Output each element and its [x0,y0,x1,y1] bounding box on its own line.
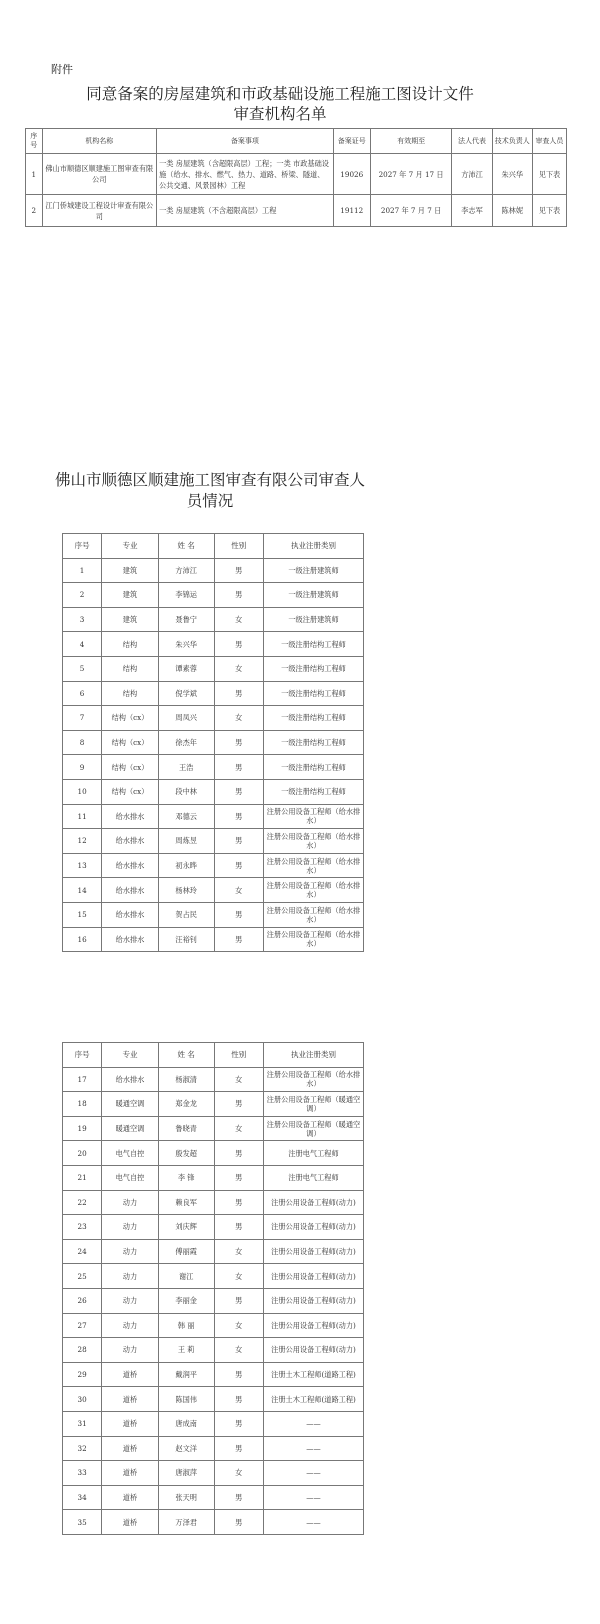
cell-name: 聂鲁宁 [158,607,214,632]
cell-name: 万泽君 [158,1510,214,1535]
cell-legal-rep: 李志军 [452,195,492,227]
table-row [63,1215,364,1240]
cell-specialty: 动力 [102,1288,159,1313]
table-row [26,195,567,227]
cell-specialty: 道桥 [102,1387,159,1412]
cell-reg-category: 注册公用设备工程师（给水排水） [263,927,363,952]
cell-gender: 男 [214,632,263,657]
cell-gender: 男 [214,1436,263,1461]
table-row [63,1264,364,1289]
table-row [63,1461,364,1486]
cell-name: 王浩 [158,755,214,780]
cell-specialty: 动力 [102,1338,159,1363]
cell-reg-category: —— [263,1510,363,1535]
cell-name: 周炼昱 [158,829,214,854]
cell-name: 段中林 [158,779,214,804]
cell-name: 方沛江 [158,558,214,583]
table-row [63,1165,364,1190]
cell-name: 殷发超 [158,1141,214,1166]
cell-name: 初永晔 [158,853,214,878]
cell-reg-category: 注册公用设备工程师（暖通空调） [263,1116,363,1141]
table-row [63,804,364,829]
cell-reg-category: 注册公用设备工程师(动力) [263,1288,363,1313]
cell-reg-category: 注册公用设备工程师(动力) [263,1215,363,1240]
cell-gender: 男 [214,1510,263,1535]
cell-name: 朱兴华 [158,632,214,657]
cell-specialty: 给水排水 [102,878,159,903]
cell-specialty: 动力 [102,1190,159,1215]
cell-reg-category: 注册公用设备工程师（给水排水） [263,878,363,903]
cell-name: 汪裕钊 [158,927,214,952]
cell-name: 李 锋 [158,1165,214,1190]
cell-specialty: 给水排水 [102,804,159,829]
cell-no: 16 [63,927,102,952]
cell-reg-category: 一级注册建筑师 [263,583,363,608]
cell-cert: 19026 [333,154,370,195]
table-row [63,1313,364,1338]
header-cell: 序号 [63,534,102,559]
cell-reg-category: 注册公用设备工程师（给水排水） [263,829,363,854]
cell-reg-category: —— [263,1485,363,1510]
cell-no: 6 [63,681,102,706]
header-cell: 执业注册类别 [263,1043,363,1068]
cell-gender: 男 [214,1288,263,1313]
cell-gender: 男 [214,1387,263,1412]
cell-gender: 男 [214,853,263,878]
cell-gender: 男 [214,1362,263,1387]
org-table [25,128,567,227]
table-row [63,1092,364,1117]
cell-valid-until: 2027 年 7 月 17 日 [370,154,452,195]
cell-scope: 一类 房屋建筑（含超限高层）工程；一类 市政基础设施（给水、排水、燃气、热力、道路、桥梁、隧道、公共交通、风景园林）工程 [157,154,334,195]
cell-name: 徐杰年 [158,730,214,755]
cell-name: 李锦运 [158,583,214,608]
cell-gender: 男 [214,755,263,780]
cell-specialty: 结构（cx） [102,706,159,731]
cell-gender: 男 [214,1411,263,1436]
cell-name: 杨淑清 [158,1067,214,1092]
cell-gender: 男 [214,829,263,854]
cell-gender: 女 [214,878,263,903]
table-row [63,853,364,878]
cell-gender: 男 [214,779,263,804]
cell-name: 唐成南 [158,1411,214,1436]
cell-no: 35 [63,1510,102,1535]
cell-specialty: 结构（cx） [102,730,159,755]
table-row [63,730,364,755]
cell-name: 杨林玲 [158,878,214,903]
cell-gender: 男 [214,1215,263,1240]
cell-reg-category: 注册公用设备工程师（给水排水） [263,902,363,927]
cell-specialty: 结构（cx） [102,755,159,780]
cell-no: 15 [63,902,102,927]
cell-gender: 女 [214,706,263,731]
cell-no: 21 [63,1165,102,1190]
header-cell: 性别 [214,534,263,559]
cell-name: 王 莉 [158,1338,214,1363]
cell-name: 李丽金 [158,1288,214,1313]
cell-specialty: 给水排水 [102,902,159,927]
cell-reg-category: 注册公用设备工程师(动力) [263,1190,363,1215]
cell-no: 9 [63,755,102,780]
cell-gender: 女 [214,1116,263,1141]
table-row [63,1190,364,1215]
cell-reg-category: 一级注册建筑师 [263,607,363,632]
cell-specialty: 结构 [102,656,159,681]
cell-no: 10 [63,779,102,804]
cell-gender: 女 [214,656,263,681]
cell-name: 谭素蓉 [158,656,214,681]
cell-gender: 女 [214,1338,263,1363]
header-cell: 姓 名 [158,534,214,559]
cell-tech-lead: 陈林妮 [492,195,532,227]
cell-gender: 男 [214,1165,263,1190]
cell-name: 谢江 [158,1264,214,1289]
cell-gender: 女 [214,1461,263,1486]
cell-specialty: 暖通空调 [102,1092,159,1117]
cell-specialty: 建筑 [102,558,159,583]
table-row [63,1510,364,1535]
cell-scope: 一类 房屋建筑（不含超限高层）工程 [157,195,334,227]
cell-no: 29 [63,1362,102,1387]
table-row [63,632,364,657]
cell-specialty: 道桥 [102,1485,159,1510]
cell-specialty: 动力 [102,1264,159,1289]
table-row [63,902,364,927]
cell-name: 张天明 [158,1485,214,1510]
cell-name: 傅丽霞 [158,1239,214,1264]
cell-org-name: 江门侨城建设工程设计审查有限公司 [42,195,157,227]
header-cell: 技术负责人 [492,129,532,154]
cell-specialty: 给水排水 [102,853,159,878]
table-row [63,1239,364,1264]
header-cell: 专业 [102,1043,159,1068]
cell-specialty: 给水排水 [102,1067,159,1092]
cell-specialty: 电气自控 [102,1165,159,1190]
cell-gender: 女 [214,1067,263,1092]
cell-gender: 男 [214,558,263,583]
cell-specialty: 结构（cx） [102,779,159,804]
cell-specialty: 建筑 [102,583,159,608]
cell-reg-category: —— [263,1461,363,1486]
table-row [63,558,364,583]
table-row [63,1116,364,1141]
cell-specialty: 暖通空调 [102,1116,159,1141]
cell-name: 刘庆辉 [158,1215,214,1240]
table-row [63,607,364,632]
header-cell: 备案事项 [157,129,334,154]
cell-reg-category: 一级注册结构工程师 [263,779,363,804]
cell-no: 26 [63,1288,102,1313]
table-row [63,1288,364,1313]
staff-table-header [63,1043,364,1068]
table-row [63,1338,364,1363]
cell-no: 22 [63,1190,102,1215]
cell-reg-category: 注册土木工程师(道路工程) [263,1362,363,1387]
header-cell: 审查人员 [532,129,566,154]
cell-reg-category: 注册公用设备工程师（给水排水） [263,804,363,829]
cell-name: 贺占民 [158,902,214,927]
cell-reg-category: 一级注册结构工程师 [263,730,363,755]
cell-name: 戴润平 [158,1362,214,1387]
cell-name: 邓德云 [158,804,214,829]
cell-no: 25 [63,1264,102,1289]
cell-no: 34 [63,1485,102,1510]
cell-name: 鲁晓青 [158,1116,214,1141]
cell-specialty: 道桥 [102,1510,159,1535]
doc-title-line2: 审查机构名单 [233,105,327,123]
table-row [63,1411,364,1436]
cell-name: 唐淑萍 [158,1461,214,1486]
staff-table-header [63,534,364,559]
table-row [63,656,364,681]
header-cell: 专业 [102,534,159,559]
org-table-header [26,129,567,154]
cell-reg-category: 注册公用设备工程师（暖通空调） [263,1092,363,1117]
cell-name: 韩 丽 [158,1313,214,1338]
cell-gender: 男 [214,804,263,829]
cell-specialty: 动力 [102,1239,159,1264]
cell-no: 13 [63,853,102,878]
table-row [63,1067,364,1092]
table-row [63,706,364,731]
table-row [63,1387,364,1412]
cell-no: 17 [63,1067,102,1092]
cell-name: 陈国伟 [158,1387,214,1412]
cell-gender: 男 [214,681,263,706]
cell-specialty: 给水排水 [102,927,159,952]
cell-reg-category: 一级注册结构工程师 [263,755,363,780]
cell-reg-category: 一级注册结构工程师 [263,656,363,681]
cell-name: 周凤兴 [158,706,214,731]
cell-no: 11 [63,804,102,829]
cell-gender: 女 [214,607,263,632]
table-row [63,1141,364,1166]
cell-gender: 男 [214,1141,263,1166]
cell-gender: 男 [214,927,263,952]
cell-specialty: 道桥 [102,1436,159,1461]
header-cell: 备案证号 [333,129,370,154]
cell-no: 2 [63,583,102,608]
cell-gender: 男 [214,1092,263,1117]
cell-legal-rep: 方沛江 [452,154,492,195]
doc-title-line1: 同意备案的房屋建筑和市政基础设施工程施工图设计文件 [86,85,474,103]
header-cell: 有效期至 [370,129,452,154]
table-row [63,1485,364,1510]
table-row [63,779,364,804]
header-cell: 姓 名 [158,1043,214,1068]
cell-no: 2 [26,195,43,227]
cell-reviewers: 见下表 [532,154,566,195]
cell-specialty: 道桥 [102,1461,159,1486]
table-row [63,829,364,854]
header-cell: 执业注册类别 [263,534,363,559]
header-cell: 序号 [26,129,43,154]
cell-specialty: 结构 [102,681,159,706]
cell-no: 30 [63,1387,102,1412]
cell-no: 32 [63,1436,102,1461]
table-row [63,583,364,608]
table-row [63,878,364,903]
cell-reg-category: 注册公用设备工程师(动力) [263,1313,363,1338]
cell-reg-category: 注册公用设备工程师(动力) [263,1239,363,1264]
cell-no: 1 [26,154,43,195]
cell-name: 赖良军 [158,1190,214,1215]
header-cell: 序号 [63,1043,102,1068]
cell-reg-category: 一级注册结构工程师 [263,632,363,657]
cell-specialty: 动力 [102,1313,159,1338]
cell-name: 赵文洋 [158,1436,214,1461]
cell-no: 14 [63,878,102,903]
cell-reg-category: 注册电气工程师 [263,1141,363,1166]
cell-no: 33 [63,1461,102,1486]
cell-no: 1 [63,558,102,583]
table-row [63,755,364,780]
header-cell: 性别 [214,1043,263,1068]
staff-table-part1 [62,533,364,952]
cell-no: 24 [63,1239,102,1264]
cell-name: 倪学斌 [158,681,214,706]
cell-reg-category: 注册土木工程师(道路工程) [263,1387,363,1412]
staff-table-part2 [62,1042,364,1535]
table-row [63,1362,364,1387]
attachment-label: 附件 [51,63,73,76]
header-cell: 法人代表 [452,129,492,154]
cell-specialty: 道桥 [102,1362,159,1387]
cell-no: 20 [63,1141,102,1166]
cell-no: 8 [63,730,102,755]
cell-no: 19 [63,1116,102,1141]
cell-reg-category: 一级注册结构工程师 [263,681,363,706]
cell-name: 郑金龙 [158,1092,214,1117]
cell-no: 12 [63,829,102,854]
cell-reviewers: 见下表 [532,195,566,227]
cell-gender: 女 [214,1239,263,1264]
table-row [63,1436,364,1461]
staff-section-title-line1: 佛山市顺德区顺建施工图审查有限公司审查人 [55,471,366,489]
staff-section-title-line2: 员情况 [186,492,234,510]
cell-specialty: 道桥 [102,1411,159,1436]
cell-specialty: 动力 [102,1215,159,1240]
cell-reg-category: 注册公用设备工程师（给水排水） [263,1067,363,1092]
cell-gender: 男 [214,730,263,755]
cell-no: 28 [63,1338,102,1363]
cell-tech-lead: 朱兴华 [492,154,532,195]
cell-reg-category: —— [263,1436,363,1461]
cell-specialty: 结构 [102,632,159,657]
cell-no: 23 [63,1215,102,1240]
cell-specialty: 电气自控 [102,1141,159,1166]
cell-valid-until: 2027 年 7 月 7 日 [370,195,452,227]
cell-reg-category: 注册公用设备工程师（给水排水） [263,853,363,878]
cell-gender: 男 [214,1190,263,1215]
cell-specialty: 给水排水 [102,829,159,854]
cell-reg-category: 注册公用设备工程师(动力) [263,1264,363,1289]
cell-no: 7 [63,706,102,731]
table-row [63,927,364,952]
cell-no: 3 [63,607,102,632]
cell-reg-category: 一级注册建筑师 [263,558,363,583]
cell-no: 18 [63,1092,102,1117]
table-row [26,154,567,195]
cell-no: 5 [63,656,102,681]
cell-gender: 男 [214,902,263,927]
cell-org-name: 佛山市顺德区顺建施工图审查有限公司 [42,154,157,195]
cell-reg-category: 一级注册结构工程师 [263,706,363,731]
table-row [63,681,364,706]
cell-gender: 女 [214,1264,263,1289]
cell-reg-category: 注册公用设备工程师(动力) [263,1338,363,1363]
cell-gender: 男 [214,1485,263,1510]
header-cell: 机构名称 [42,129,157,154]
cell-reg-category: —— [263,1411,363,1436]
cell-gender: 男 [214,583,263,608]
cell-no: 4 [63,632,102,657]
cell-reg-category: 注册电气工程师 [263,1165,363,1190]
cell-cert: 19112 [333,195,370,227]
cell-specialty: 建筑 [102,607,159,632]
cell-gender: 女 [214,1313,263,1338]
cell-no: 27 [63,1313,102,1338]
cell-no: 31 [63,1411,102,1436]
